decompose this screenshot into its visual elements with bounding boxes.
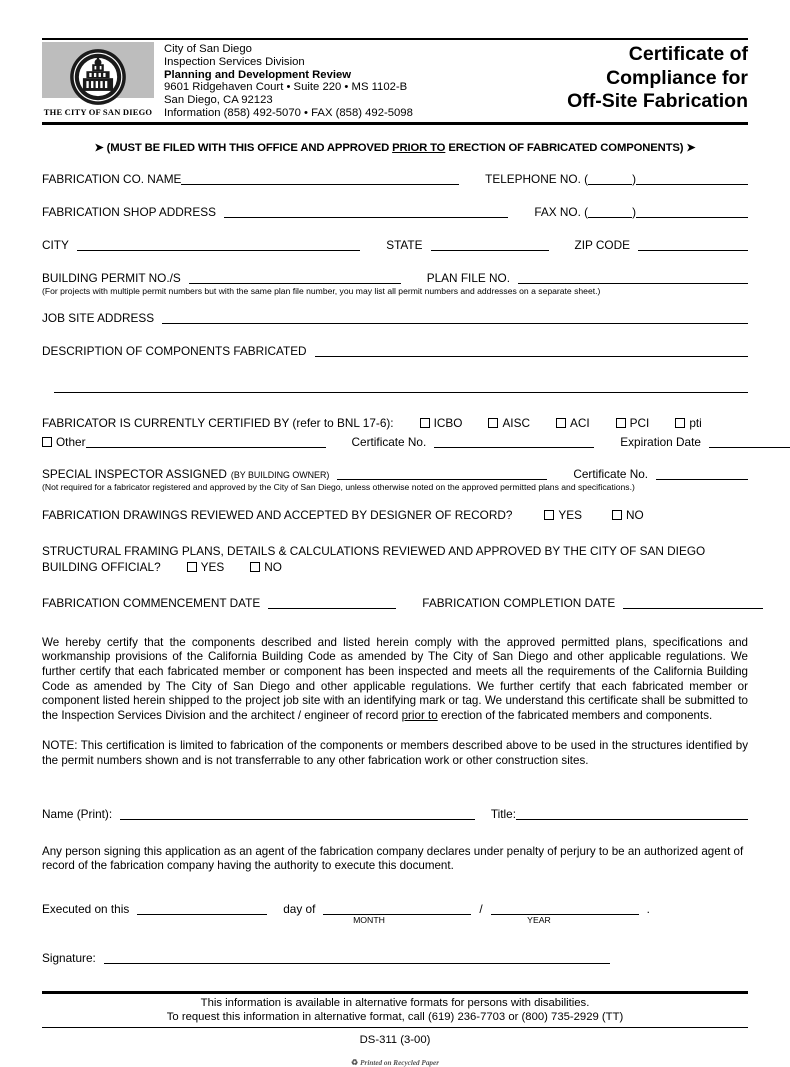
label-inspector-certificate-no: Certificate No.: [573, 466, 649, 481]
label-telephone-no: TELEPHONE NO. (: [485, 171, 589, 186]
label-title: Title:: [490, 806, 516, 821]
checkbox-q2-yes[interactable]: [187, 560, 225, 574]
row-question-1: [42, 508, 748, 522]
input-inspector-certificate-no[interactable]: [656, 467, 748, 480]
notice-text-b: ERECTION OF FABRICATED COMPONENTS): [445, 141, 684, 154]
input-certified-other[interactable]: [86, 435, 326, 448]
label-fabrication-co-name: FABRICATION CO. NAME: [42, 171, 182, 186]
permit-note: (For projects with multiple permit numbers but with the same plan file number, you may list all permit numbers and addresses on a separate sheet.): [42, 285, 601, 296]
certification-text-underlined: prior to: [401, 708, 438, 722]
form-number: DS-311 (3-00): [359, 1034, 431, 1047]
checkbox-label-q2-yes: YES: [200, 559, 225, 574]
label-special-inspector: SPECIAL INSPECTOR ASSIGNED: [42, 466, 227, 481]
checkbox-q2-no[interactable]: [250, 560, 282, 574]
special-inspector-note: (Not required for a fabricator registered and approved by the City of San Diego, unless otherwise noted on the approved permitted plans and specifications.): [42, 481, 635, 492]
input-state[interactable]: [431, 238, 549, 251]
checkbox-label-aisc: AISC: [502, 415, 530, 430]
footer-line-2: To request this information in alternative format, call (619) 236-7703 or (800) 735-2929 (TT): [166, 1011, 624, 1024]
date-captions: [42, 915, 748, 925]
label-city: CITY: [42, 237, 69, 252]
input-description-of-components-line1[interactable]: [315, 344, 748, 357]
logo-gray-field: [42, 42, 154, 98]
row-executed-on: [42, 902, 748, 916]
label-completion-date: FABRICATION COMPLETION DATE: [422, 595, 616, 610]
certification-paragraph: [42, 636, 748, 724]
label-fax-paren-close: ): [632, 204, 636, 219]
agency-citystatezip: San Diego, CA 92123: [164, 94, 273, 107]
input-title[interactable]: [516, 807, 748, 820]
label-fabrication-shop-address: FABRICATION SHOP ADDRESS: [42, 204, 216, 219]
input-zip-code[interactable]: [638, 238, 748, 251]
checkbox-option-icbo[interactable]: [420, 416, 463, 430]
label-name-print: Name (Print):: [42, 806, 113, 821]
input-commencement-date[interactable]: [268, 596, 396, 609]
checkbox-label-q1-no: NO: [626, 507, 644, 522]
notice-text-a: (MUST BE FILED WITH THIS OFFICE AND APPROVED: [106, 141, 393, 154]
recycled-paper-notice: [42, 1046, 748, 1067]
checkbox-icon[interactable]: [556, 418, 566, 428]
row-job-site-address: [42, 311, 748, 325]
label-description-of-components: DESCRIPTION OF COMPONENTS FABRICATED: [42, 343, 307, 358]
checkbox-label-q1-yes: YES: [558, 507, 583, 522]
input-building-permit-nos[interactable]: [189, 271, 401, 284]
checkbox-label-pti: pti: [689, 415, 702, 430]
label-special-inspector-sub: (BY BUILDING OWNER): [230, 469, 330, 480]
input-certificate-no[interactable]: [434, 435, 594, 448]
checkbox-q1-no[interactable]: [612, 508, 644, 522]
form-page: [42, 38, 748, 1067]
header-top-rule: [42, 38, 748, 40]
checkbox-icon[interactable]: [612, 510, 622, 520]
input-completion-date[interactable]: [623, 596, 763, 609]
label-date-slash: /: [479, 901, 483, 916]
row-signature: [42, 951, 748, 965]
input-city[interactable]: [77, 238, 360, 251]
checkbox-icon[interactable]: [420, 418, 430, 428]
arrow-right-icon: ➤: [686, 141, 696, 154]
label-date-period: .: [646, 901, 650, 916]
checkbox-icon[interactable]: [544, 510, 554, 520]
input-fax-number[interactable]: [636, 205, 748, 218]
checkbox-icon[interactable]: [675, 418, 685, 428]
label-fax-no: FAX NO. (: [534, 204, 589, 219]
label-job-site-address: JOB SITE ADDRESS: [42, 310, 155, 325]
logo-caption: THE CITY OF SAN DIEGO: [43, 107, 153, 117]
input-executed-day[interactable]: [137, 902, 267, 915]
label-building-permit-nos: BUILDING PERMIT NO./S: [42, 270, 181, 285]
input-expiration-date[interactable]: [709, 435, 790, 448]
input-fabrication-shop-address[interactable]: [224, 205, 508, 218]
certification-text-part1: We hereby certify that the components described and listed herein comply with the approved permitted plans, specifications and workmanship provisions of the California Building Code as amended by The City of San Diego and other applicable regulations. We further certify that each fabricated member or component has been inspected and meets all the requirements of the California Building Code as amended by The City of San Diego and other applicable regulations. We further certify that each fabricated member or component listed herein shipped to the project job site with an identifying mark or tag. We understand this certificate shall be submitted to the Inspection Services Division and the architect / engineer of record: [42, 635, 748, 722]
label-plan-file-no: PLAN FILE NO.: [426, 270, 511, 285]
certification-text-part2: erection of the fabricated members and components.: [437, 708, 713, 722]
agent-statement-paragraph: Any person signing this application as an agent of the fabrication company declares under penalty of perjury to be an authorized agent of record of the fabrication company having the authority to execute this document.: [42, 844, 744, 873]
checkbox-option-aisc[interactable]: [488, 416, 530, 430]
label-certified-by: FABRICATOR IS CURRENTLY CERTIFIED BY (refer to BNL 17-6):: [42, 415, 394, 430]
label-day-of: day of: [283, 901, 316, 916]
label-commencement-date: FABRICATION COMMENCEMENT DATE: [42, 595, 261, 610]
note-paragraph: NOTE: This certification is limited to fabrication of the components or members described above to be used in the structures identified by the permit numbers shown and is not transferrable to any other fabrication work or other construction sites.: [42, 739, 748, 767]
input-job-site-address[interactable]: [162, 311, 748, 324]
header: [42, 38, 748, 125]
checkbox-icon[interactable]: [42, 437, 52, 447]
row-certified-other: [42, 435, 748, 449]
header-bottom-rule: [42, 122, 748, 125]
input-telephone-area-code[interactable]: [588, 172, 632, 185]
document-title: [567, 42, 748, 120]
label-executed-on-this: Executed on this: [42, 901, 130, 916]
input-plan-file-no[interactable]: [518, 271, 748, 284]
agency-street: 9601 Ridgehaven Court • Suite 220 • MS 1102-B: [164, 81, 408, 94]
agency-phone-fax: Information (858) 492-5070 • FAX (858) 492-5098: [164, 106, 413, 119]
input-fabrication-co-name[interactable]: [181, 172, 459, 185]
input-executed-month[interactable]: [323, 902, 471, 915]
city-logo-block: [42, 42, 154, 120]
label-signature: Signature:: [42, 950, 96, 965]
label-question-1: FABRICATION DRAWINGS REVIEWED AND ACCEPTED BY DESIGNER OF RECORD?: [42, 507, 513, 522]
checkbox-option-pti[interactable]: [675, 416, 701, 430]
label-question-2-line1: STRUCTURAL FRAMING PLANS, DETAILS & CALCULATIONS REVIEWED AND APPROVED BY THE CITY OF SAN DIEGO: [42, 543, 706, 558]
row-question-2-line1: [42, 544, 748, 558]
recycle-icon: ♻: [350, 1058, 359, 1067]
title-line-3: Off-Site Fabrication: [567, 90, 748, 112]
checkbox-icon[interactable]: [616, 418, 626, 428]
title-line-2: Compliance for: [606, 66, 748, 89]
caption-year: YEAR: [527, 914, 551, 925]
row-certified-by: [42, 416, 748, 430]
agency-department: Planning and Development Review: [164, 68, 352, 81]
agency-name: City of San Diego: [164, 43, 252, 55]
row-shop-address-fax: [42, 205, 748, 219]
checkbox-label-other: Other: [56, 434, 86, 449]
checkbox-icon[interactable]: [250, 562, 260, 572]
city-seal-icon: [69, 48, 127, 106]
label-telephone-paren-close: ): [632, 171, 636, 186]
caption-month: MONTH: [353, 914, 385, 925]
input-signature[interactable]: [104, 951, 610, 964]
notice-text-underlined: PRIOR TO: [392, 141, 446, 154]
agency-address-block: [154, 42, 567, 120]
input-fax-area-code[interactable]: [588, 205, 632, 218]
checkbox-label-q2-no: NO: [264, 559, 282, 574]
input-telephone-number[interactable]: [636, 172, 748, 185]
label-expiration-date: Expiration Date: [620, 434, 701, 449]
checkbox-label-aci: ACI: [569, 415, 590, 430]
label-certificate-no: Certificate No.: [351, 434, 427, 449]
checkbox-option-aci[interactable]: [556, 416, 590, 430]
row-description-components-line2: [42, 380, 748, 394]
label-state: STATE: [386, 237, 423, 252]
checkbox-icon[interactable]: [488, 418, 498, 428]
row-description-components: [42, 344, 748, 358]
filing-notice: [42, 141, 748, 154]
checkbox-q1-yes[interactable]: [544, 508, 582, 522]
checkbox-option-other[interactable]: [42, 435, 86, 449]
input-special-inspector[interactable]: [337, 467, 547, 480]
agency-division: Inspection Services Division: [164, 55, 305, 68]
footer-line-1: This information is available in alternative formats for persons with disabilities.: [200, 996, 590, 1009]
checkbox-label-icbo: ICBO: [433, 415, 463, 430]
header-body: [42, 42, 748, 120]
arrow-left-icon: ➤: [94, 141, 104, 154]
row-special-inspector: [42, 467, 748, 481]
footer: [42, 991, 748, 1067]
row-name-title: [42, 807, 748, 821]
input-executed-year[interactable]: [491, 902, 639, 915]
checkbox-option-pci[interactable]: [616, 416, 650, 430]
checkbox-label-pci: PCI: [629, 415, 650, 430]
label-zip-code: ZIP CODE: [574, 237, 630, 252]
title-line-1: Certificate of: [628, 43, 748, 65]
row-company-telephone: [42, 172, 748, 186]
row-question-2-line2: [42, 560, 748, 574]
recycled-paper-text: Printed on Recycled Paper: [360, 1059, 440, 1067]
row-permit-planfile: [42, 271, 748, 285]
row-fabrication-dates: [42, 596, 748, 610]
row-city-state-zip: [42, 238, 748, 252]
input-description-of-components-line2[interactable]: [54, 380, 748, 393]
input-name-print[interactable]: [120, 807, 475, 820]
label-question-2-line2: BUILDING OFFICIAL?: [42, 559, 161, 574]
checkbox-icon[interactable]: [187, 562, 197, 572]
